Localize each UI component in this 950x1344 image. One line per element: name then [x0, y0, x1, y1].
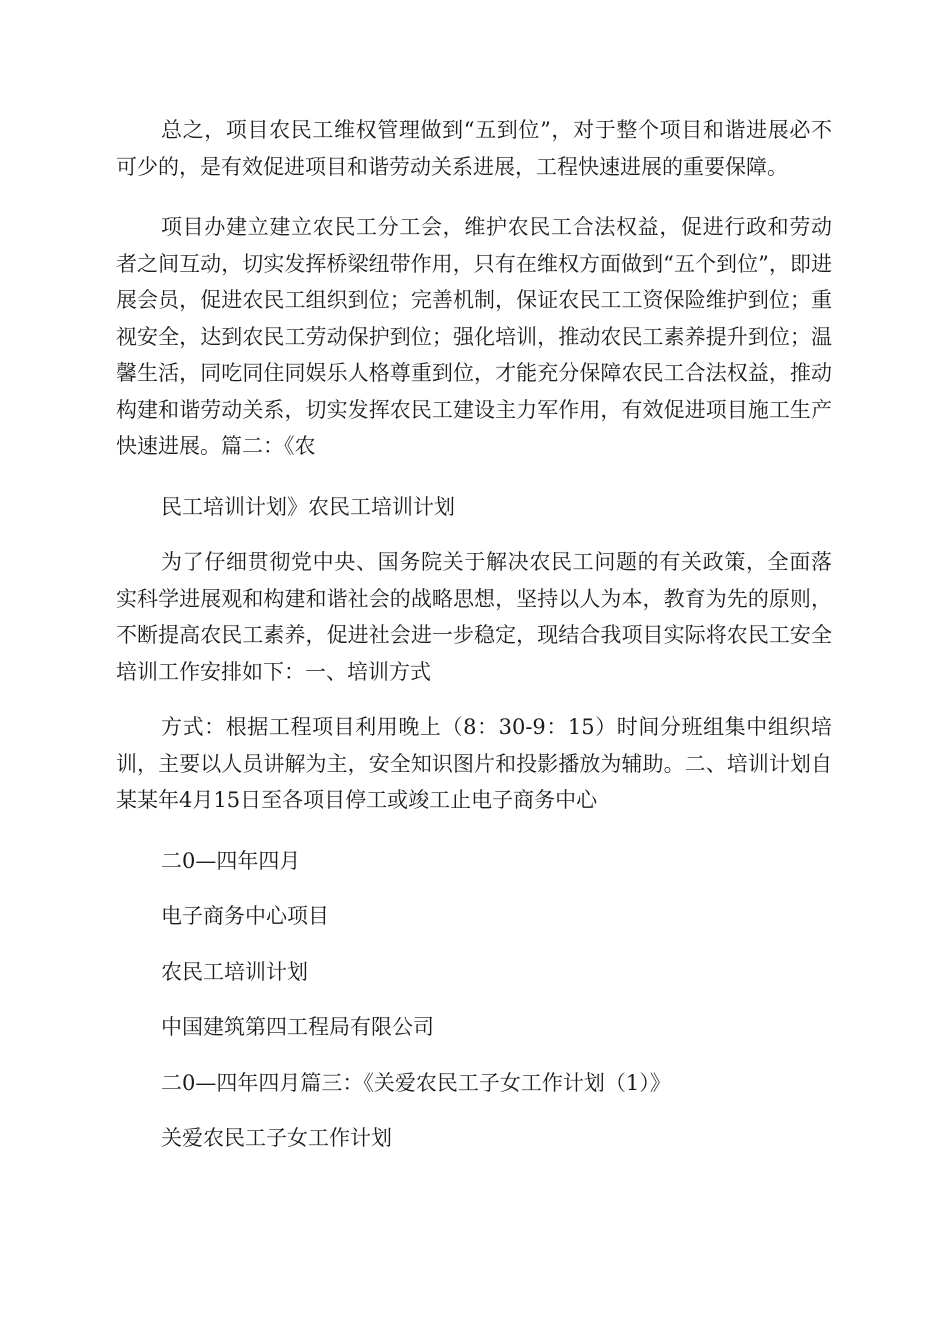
paragraph-section-three-title: 二0—四年四月篇三：《关爱农民工子女工作计划（1）》: [161, 1070, 671, 1095]
paragraph-care-plan-title: 关爱农民工子女工作计划: [161, 1126, 392, 1150]
paragraph-company-name: 中国建筑第四工程局有限公司: [161, 1015, 434, 1039]
paragraph-union-rights: 项目办建立建立农民工分工会，维护农民工合法权益，促进行政和劳动者之间互动，切实发挥桥梁纽带作用，只有在维权方面做到“五个到位”，即进展会员，促进农民工组织到位；完善机制，保证农民工工资保险维护到位；重视安全，达到农民工劳动保护到位；强化培训，推动农民工素养提升到位；温馨生活，同吃同住同娱乐人格尊重到位，才能充分保障农民工合法权益，推动构建和谐劳动关系，切实发挥农民工建设主力军作用，有效促进项目施工生产快速进展。篇二：《农: [116, 215, 832, 458]
paragraph-summary: 总之，项目农民工维权管理做到“五到位”，对于整个项目和谐进展必不可少的，是有效促进项目和谐劳动关系进展，工程快速进展的重要保障。: [116, 118, 832, 179]
paragraph-training-method: 方式：根据工程项目利用晚上（8：30-9：15）时间分班组集中组织培训，主要以人员讲解为主，安全知识图片和投影播放为辅助。二、培训计划自某某年4月15日至各项目停工或竣工止电子商务中心: [116, 715, 832, 812]
paragraph-project-name: 电子商务中心项目: [161, 904, 329, 928]
paragraph-section-two-title: 民工培训计划》农民工培训计划: [161, 494, 455, 519]
paragraph-date-line: 二0—四年四月: [161, 848, 301, 873]
paragraph-training-purpose: 为了仔细贯彻党中央、国务院关于解决农民工问题的有关政策，全面落实科学进展观和构建和谐社会的战略思想，坚持以人为本，教育为先的原则，不断提高农民工素养，促进社会进一步稳定，现结合我项目实际将农民工安全培训工作安排如下：一、培训方式: [116, 550, 832, 684]
paragraph-plan-title: 农民工培训计划: [161, 959, 308, 984]
